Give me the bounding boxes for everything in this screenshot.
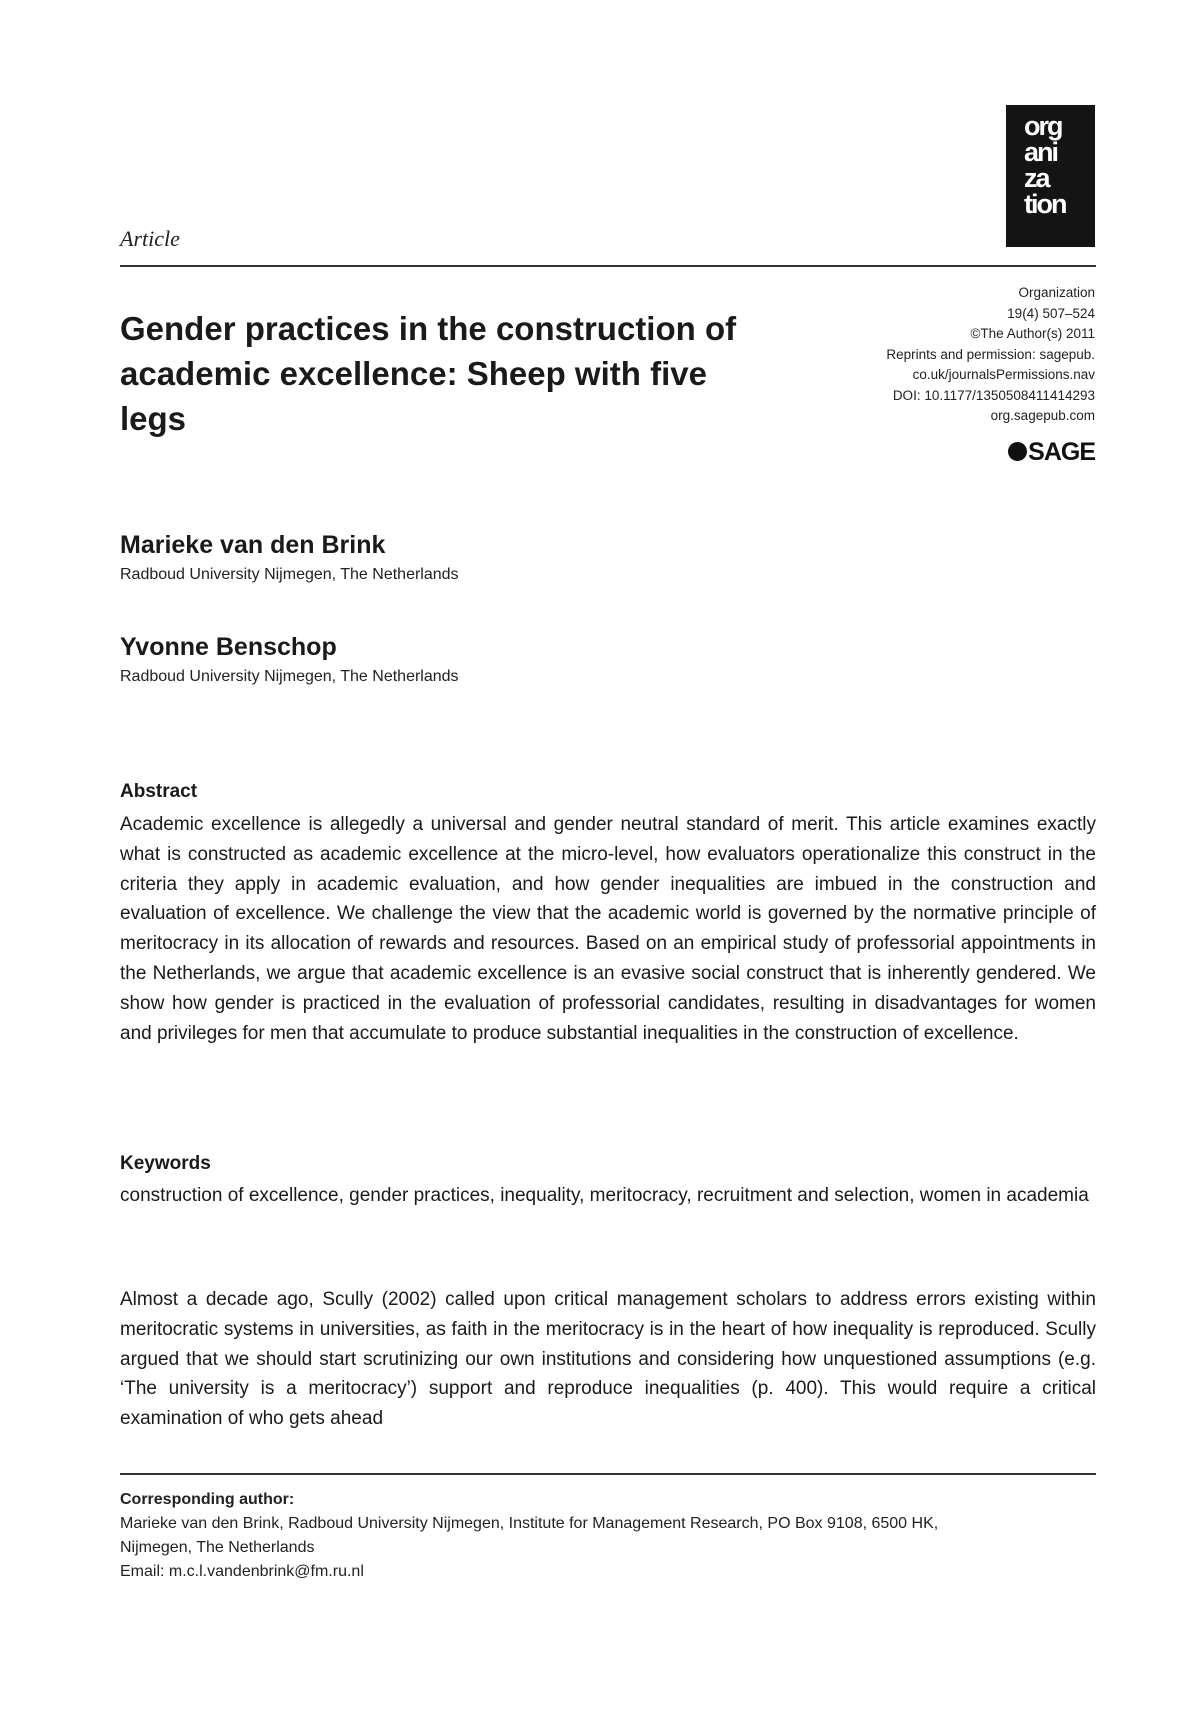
- article-title: Gender practices in the construction of academic excellence: Sheep with five legs: [120, 310, 737, 437]
- footnote-rule: [120, 1473, 1096, 1475]
- journal-logo: [1006, 105, 1095, 247]
- corresponding-author: [120, 1488, 1096, 1584]
- publisher-name: SAGE: [1028, 438, 1095, 466]
- publisher-logo: [1008, 438, 1095, 467]
- reprints-link[interactable]: co.uk/journalsPermissions.nav: [912, 367, 1095, 382]
- journal-metadata: [886, 283, 1095, 427]
- journal-name: Organization: [1018, 285, 1095, 300]
- footnote-heading: Corresponding author:: [120, 1491, 295, 1508]
- logo-line: tion: [1024, 189, 1066, 219]
- author-name: Yvonne Benschop: [120, 633, 337, 661]
- author-affiliation: Radboud University Nijmegen, The Netherlands: [120, 668, 459, 685]
- author-affiliation: Radboud University Nijmegen, The Netherlands: [120, 566, 459, 583]
- body-paragraph: Almost a decade ago, Scully (2002) called upon critical management scholars to address errors existing within meritocratic systems in universities, as faith in the meritocracy is in the heart of how inequality is reproduced. Scully argued that we should start scrutinizing our own institutions and considering how unquestioned assumptions (e.g. ‘The university is a meritocracy’) support and reproduce inequalities (p. 400). This would require a critical examination of who gets ahead: [120, 1289, 1096, 1430]
- footnote-address-cont: Nijmegen, The Netherlands: [120, 1539, 315, 1556]
- abstract-heading: Abstract: [120, 781, 198, 802]
- footnote-address: Marieke van den Brink, Radboud University Nijmegen, Institute for Management Research, PO Box 9108, 6500 HK,: [120, 1515, 939, 1532]
- copyright: ©The Author(s) 2011: [970, 326, 1095, 341]
- abstract-text: Academic excellence is allegedly a universal and gender neutral standard of merit. This article examines exactly what is constructed as academic excellence at the micro-level, how evaluators operationalize this construct in the criteria they apply in academic evaluation, and how gender inequalities are imbued in the construction and evaluation of excellence. We challenge the view that the academic world is governed by the normative principle of meritocracy in its allocation of rewards and resources. Based on an empirical study of professorial appointments in the Netherlands, we argue that academic excellence is an evasive social construct that is inherently gendered. We show how gender is practiced in the evaluation of professorial candidates, resulting in disadvantages for women and privileges for men that accumulate to produce substantial inequalities in the construction of excellence.: [120, 814, 1096, 1044]
- logo-line: org: [1024, 111, 1062, 141]
- keywords-text: construction of excellence, gender practices, inequality, meritocracy, recruitment and selection, women in academia: [120, 1185, 1089, 1206]
- journal-volume: 19(4) 507–524: [1007, 305, 1095, 321]
- reprints-line: Reprints and permission: sagepub.: [886, 346, 1095, 362]
- logo-line: ani: [1024, 137, 1058, 167]
- logo-line: za: [1024, 163, 1049, 193]
- header-rule: [120, 265, 1096, 267]
- article-type-label: Article: [120, 226, 180, 251]
- footnote-email[interactable]: Email: m.c.l.vandenbrink@fm.ru.nl: [120, 1563, 364, 1580]
- keywords-heading: Keywords: [120, 1153, 211, 1174]
- sage-dot-icon: [1008, 442, 1027, 461]
- doi[interactable]: DOI: 10.1177/1350508411414293: [892, 387, 1095, 403]
- author-name: Marieke van den Brink: [120, 531, 386, 559]
- journal-url[interactable]: org.sagepub.com: [990, 408, 1095, 423]
